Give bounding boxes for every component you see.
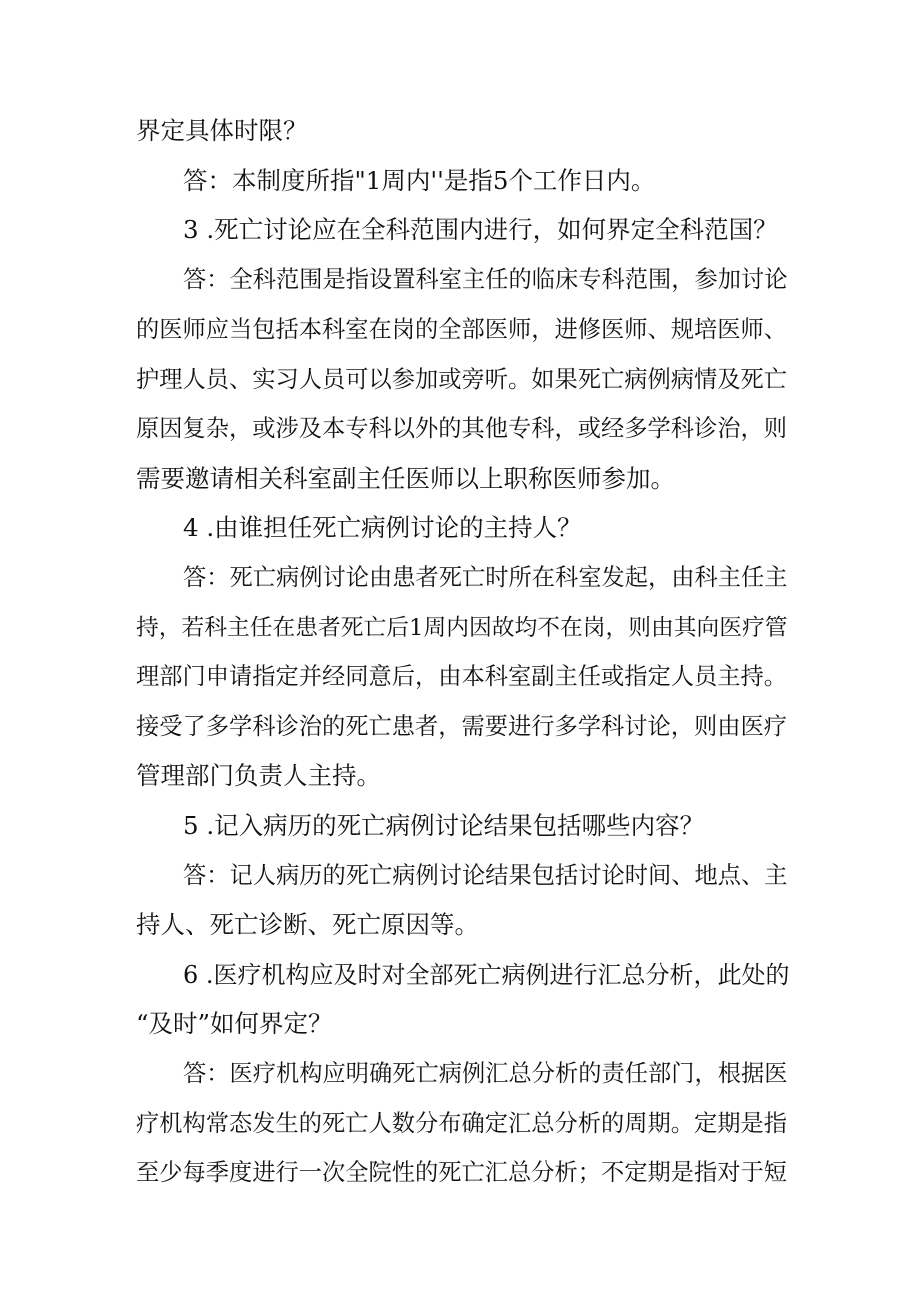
question-heading-4: 4 .由谁担任死亡病例讨论的主持人？ [183, 513, 582, 542]
question-heading-6: 6 .医疗机构应及时对全部死亡病例进行汇总分析，此处的 [183, 961, 790, 989]
text-line-continuation: 理部门申请指定并经同意后，由本科室副主任或指定人员主持。 [136, 663, 788, 690]
text-line-continuation: 的医师应当包括本科室在岗的全部医师，进修医师、规培医师、 [136, 316, 788, 343]
text-line-continuation: 疗机构常态发生的死亡人数分布确定汇总分析的周期。定期是指 [136, 1110, 788, 1137]
text-line-continuation: 原因复杂，或涉及本专科以外的其他专科，或经多学科诊治，则 [136, 415, 788, 442]
text-line-continuation: 持人、死亡诊断、死亡原因等。 [136, 910, 479, 939]
answer-paragraph: 答：医疗机构应明确死亡病例汇总分析的责任部门，根据医 [183, 1060, 788, 1087]
text-line-continuation: 至少每季度进行一次全院性的死亡汇总分析；不定期是指对于短 [136, 1159, 788, 1186]
text-line-continuation: 界定具体时限？ [136, 116, 308, 145]
text-line-continuation: 护理人员、实习人员可以参加或旁听。如果死亡病例病情及死亡 [136, 366, 788, 393]
answer-paragraph: 答：死亡病例讨论由患者死亡时所在科室发起，由科主任主 [183, 564, 788, 591]
text-line-continuation: 需要邀请相关科室副主任医师以上职称医师参加。 [136, 464, 675, 493]
answer-paragraph: 答：记人病历的死亡病例讨论结果包括讨论时间、地点、主 [183, 862, 788, 889]
text-line-continuation: 管理部门负责人主持。 [136, 761, 381, 790]
answer-paragraph: 答：本制度所指"1周内''是指5个工作日内。 [183, 166, 656, 195]
answer-paragraph: 答：全科范围是指设置科室主任的临床专科范围，参加讨论 [183, 266, 788, 293]
text-line-continuation: “及时”如何界定？ [136, 1009, 333, 1038]
question-heading-5: 5 .记入病历的死亡病例讨论结果包括哪些内容？ [183, 811, 705, 840]
question-heading-3: 3 .死亡讨论应在全科范围内进行，如何界定全科范国？ [183, 215, 778, 244]
text-line-continuation: 持，若科主任在患者死亡后1周内因故均不在岗，则由其向医疗管 [136, 615, 788, 641]
text-line-continuation: 接受了多学科诊治的死亡患者，需要进行多学科讨论，则由医疗 [136, 713, 788, 740]
